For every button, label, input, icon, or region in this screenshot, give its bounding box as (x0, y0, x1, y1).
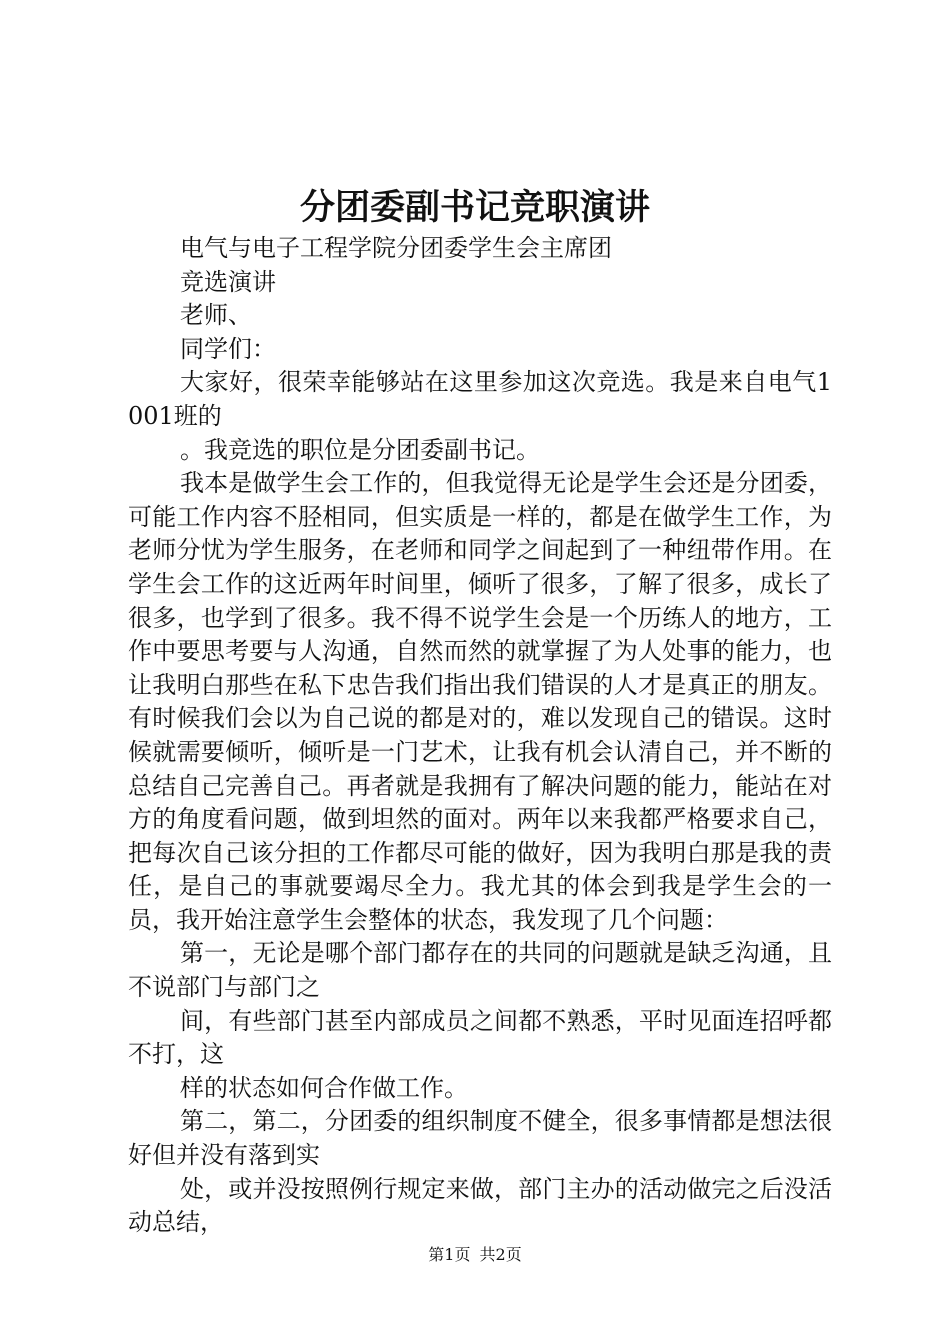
paragraph: 。我竞选的职位是分团委副书记。 (180, 435, 540, 464)
document-title: 分团委副书记竞职演讲 (299, 187, 650, 228)
document-body (128, 232, 832, 1240)
paragraph: 我本是做学生会工作的，但我觉得无论是学生会还是分团委，可能工作内容不胫相同，但实质是一样的，都是在做学生工作，为老师分忧为学生服务，在老师和同学之间起到了一种纽带作用。在学生会工作的这近两年时间里，倾听了很多，了解了很多，成长了很多，也学到了很多。我不得不说学生会是一个历练人的地方，工作中要思考要与人沟通，自然而然的就掌握了为人处事的能力，也让我明白那些在私下忠告我们指出我们错误的人才是真正的朋友。有时候我们会以为自己说的都是对的，难以发现自己的错误。这时候就需要倾听，倾听是一门艺术，让我有机会认清自己，并不断的总结自己完善自己。再者就是我拥有了解决问题的能力，能站在对方的角度看问题，做到坦然的面对。两年以来我都严格要求自己，把每次自己该分担的工作都尽可能的做好，因为我明白那是我的责任，是自己的事就要竭尽全力。我尤其的体会到我是学生会的一员，我开始注意学生会整体的状态，我发现了几个问题： (128, 469, 832, 934)
paragraph: 老师、 (180, 301, 252, 330)
page-number: 第1页 (428, 1245, 471, 1264)
paragraph: 样的状态如何合作做工作。 (180, 1073, 468, 1102)
page-total: 共2页 (479, 1245, 522, 1264)
paragraph: 竞选演讲 (180, 267, 276, 296)
page-footer (0, 1244, 950, 1266)
paragraph: 第一，无论是哪个部门都存在的共同的问题就是缺乏沟通，且不说部门与部门之 (128, 939, 832, 1002)
paragraph: 同学们： (180, 334, 276, 363)
paragraph: 电气与电子工程学院分团委学生会主席团 (180, 234, 612, 262)
paragraph: 处，或并没按照例行规定来做，部门主办的活动做完之后没活动总结， (128, 1174, 832, 1237)
paragraph: 间，有些部门甚至内部成员之间都不熟悉，平时见面连招呼都不打，这 (128, 1006, 832, 1069)
paragraph: 第二，第二，分团委的组织制度不健全，很多事情都是想法很好但并没有落到实 (128, 1107, 832, 1170)
paragraph: 大家好，很荣幸能够站在这里参加这次竞选。我是来自电气1001班的 (128, 368, 832, 430)
